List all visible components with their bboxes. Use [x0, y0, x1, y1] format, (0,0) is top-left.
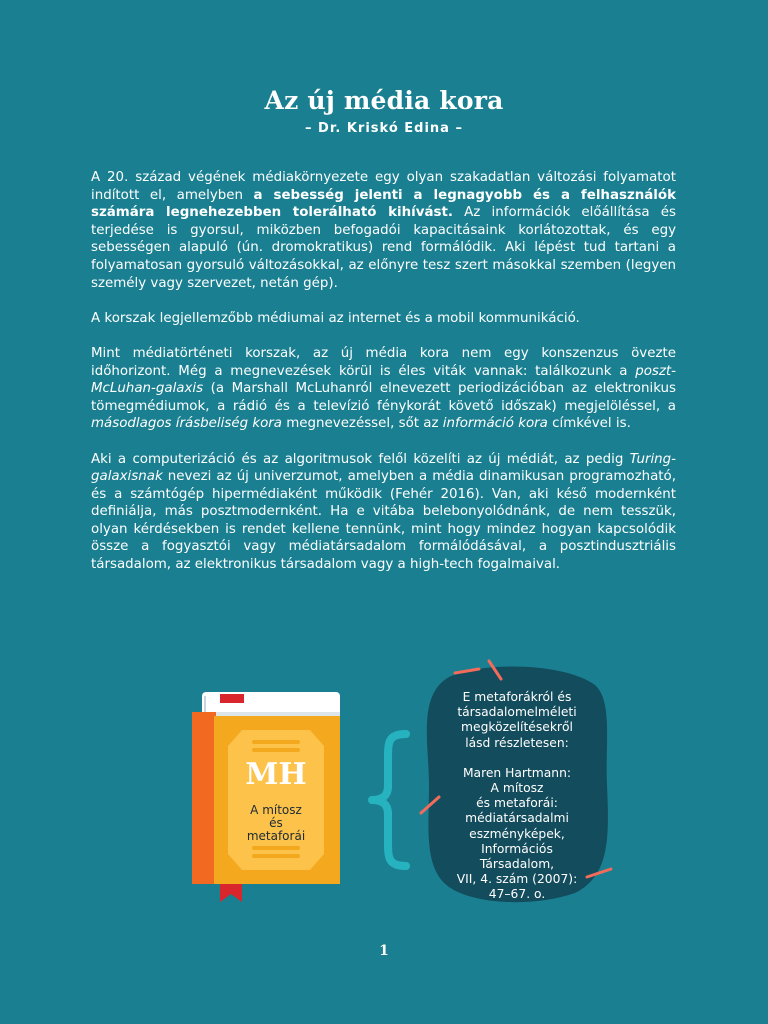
p4-italic-1: Turing-galaxisnak	[91, 451, 676, 485]
author-line: – Dr. Kriskó Edina –	[305, 121, 463, 136]
p4-text-a: Aki a computerizáció és az algoritmusok felől közelíti az új médiát, az pedig	[91, 451, 630, 467]
book-deco-bar	[252, 854, 300, 858]
note-intro-line: társadalomelméleti	[457, 705, 577, 720]
p3-text-e: megnevezéssel, sőt az	[282, 416, 443, 432]
note-ref-line: Társadalom,	[479, 857, 555, 872]
paragraph-3	[91, 345, 676, 433]
book-illustration	[190, 690, 342, 902]
book-title-line-1: A mítosz	[250, 803, 302, 817]
note-intro-line: megközelítésekről	[461, 720, 573, 735]
paragraph-4	[91, 451, 676, 574]
p3-italic-1: poszt-McLuhan-galaxis	[91, 363, 676, 397]
p1-text-a: A 20. század végének médiakörnyezete egy olyan szakadatlan változási folyamatot indított el, amelyben	[91, 170, 676, 203]
curly-brace-icon	[366, 730, 414, 870]
paragraph-1	[91, 169, 676, 292]
note-ref-line: Maren Hartmann:	[462, 765, 572, 780]
book-spine	[192, 712, 216, 884]
note-intro-line: lásd részletesen:	[465, 735, 569, 750]
note-ref-line: A mítosz	[490, 781, 544, 796]
p3-italic-2: másodlagos írásbeliség kora	[91, 416, 282, 432]
paragraph-2: A korszak legjellemzőbb médiumai az internet és a mobil kommunikáció.	[91, 310, 580, 326]
p1-emphasis: a sebesség jelenti a legnagyobb és a felhasználók számára legnehezebben tolerálható kihívást.	[91, 187, 677, 221]
book-title-line-2: és	[269, 816, 283, 830]
p3-text-a: Mint médiatörténeti korszak, az új média kora nem egy konszenzus övezte időhorizont. Még a megnevezések körül is éles viták vannak: találkozunk a	[91, 345, 676, 379]
book-initials: MH	[245, 757, 307, 792]
note-ref-line: eszményképek,	[469, 826, 565, 841]
article-body	[91, 169, 676, 591]
book-page-shadow	[202, 712, 340, 716]
note-text	[436, 690, 598, 903]
p1-text-c: Az információk előállítása és terjedése is gyorsul, miközben befogadói kapacitásaink korlátozottak, és egy sebességen alapuló (ún. dromokratikus) rend formálódik. Aki lépést tud tartani a folyamatosan gyorsuló változásokkal, az előnyre tesz szert másokkal szemben (legyen személy vagy szervezet, netán gép).	[91, 205, 676, 291]
book-title-line-3: metaforái	[246, 829, 306, 843]
book-deco-bar	[252, 748, 300, 752]
p3-italic-3: információ kora	[442, 416, 548, 432]
p3-text-g: címkével is.	[547, 416, 631, 432]
note-ref-line: 47–67. o.	[488, 887, 546, 902]
page-title: Az új média kora	[264, 86, 504, 115]
book-top-ribbon	[220, 694, 244, 703]
p3-text-c: (a Marshall McLuhanról elnevezett periodizációban az elektronikus tömegmédiumok, a rádió és a televízió fénykorát követő időszak) megjelöléssel, a	[91, 381, 676, 414]
note-intro-line: E metaforákról és	[462, 690, 572, 704]
note-ref-line: Információs	[481, 841, 553, 856]
book-deco-bar	[252, 740, 300, 744]
book-page-line	[204, 696, 206, 714]
note-ref-line: médiatársadalmi	[465, 811, 569, 826]
book-deco-bar	[252, 846, 300, 850]
note-ref-line: és metaforái:	[476, 796, 558, 811]
book-bookmark	[220, 884, 242, 902]
page-number: 1	[379, 943, 389, 959]
p4-text-c: nevezi az új univerzumot, amelyben a média dinamikusan programozható, és a számtógép hipermédiaként működik (Fehér 2016). Van, aki késő modernként definiálja, más posztmodernként. Ha e vitába belebonyolódnánk, de nem tesszük, olyan kérdésekben is rendet kellene tennünk, mint hogy mindez hogyan kapcsolódik össze a fogyasztói vagy médiatársadalom formálódásával, a posztindusztriális társadalom, az elektronikus társadalom vagy a high-tech fogalmaival.	[91, 469, 676, 573]
note-ref-line: VII, 4. szám (2007):	[456, 872, 578, 887]
